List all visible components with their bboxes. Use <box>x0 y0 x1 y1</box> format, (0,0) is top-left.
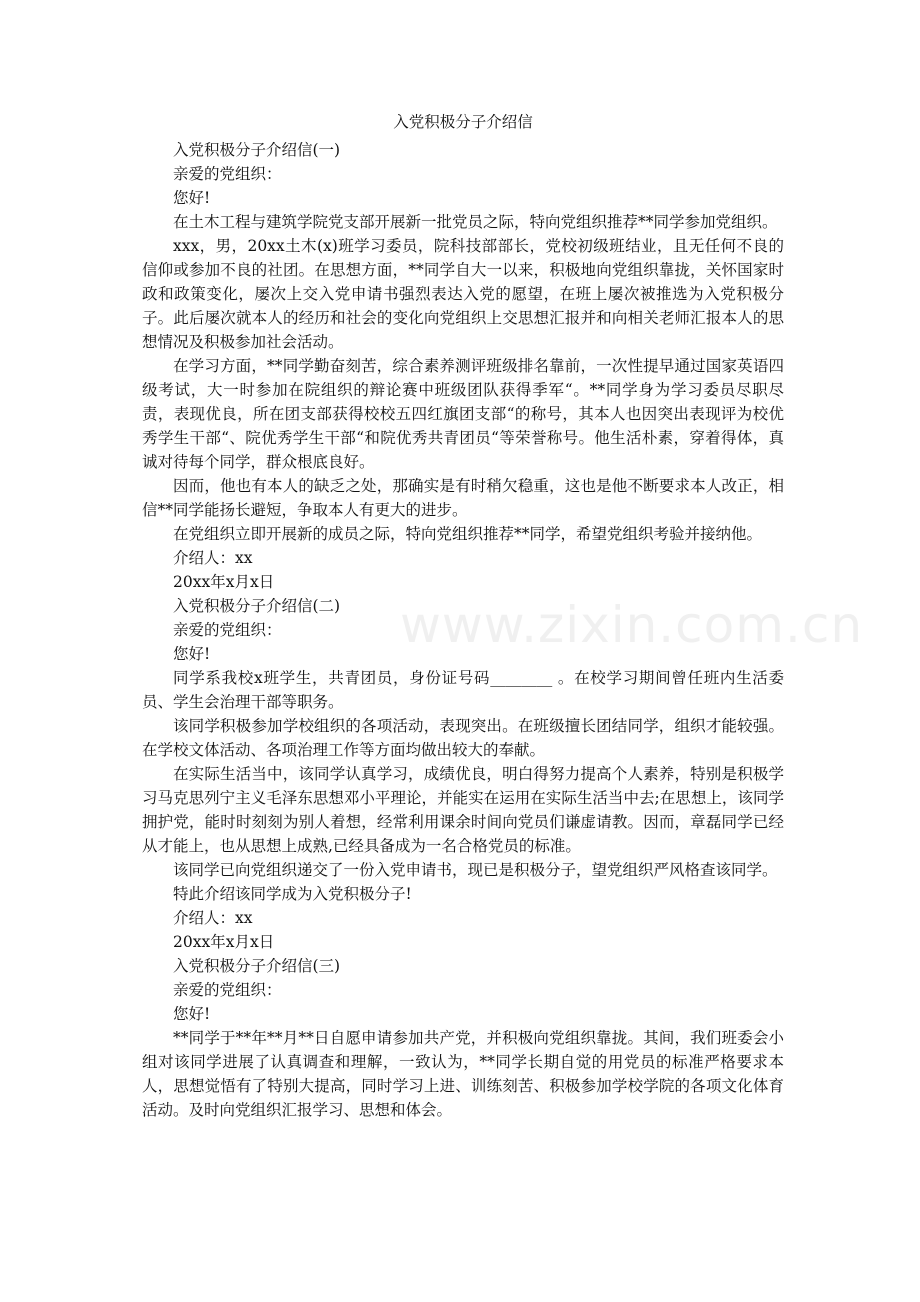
document-body <box>142 138 784 1122</box>
letter-2-greeting: 您好! <box>173 645 211 663</box>
letter-2-paragraph: 特此介绍该同学成为入党积极分子! <box>173 885 412 903</box>
watermark-text: www.zixin.com.cn <box>400 596 864 654</box>
letter-1-heading: 入党积极分子介绍信(一) <box>173 141 341 159</box>
letter-1-paragraph: xxx，男，20xx土木(x)班学习委员，院科技部部长，党校初级班结业，且无任何不良的信仰或参加不良的社团。在思想方面，**同学自大一以来，积极地向党组织靠拢，关怀国家时政和政策变化，屡次上交入党申请书强烈表达入党的愿望，在班上屡次被推选为入党积极分子。此后屡次就本人的经历和社会的变化向党组织上交思想汇报并和向相关老师汇报本人的思想情况及积极参加社会活动。 <box>142 237 784 351</box>
letter-1-paragraph: 在党组织立即开展新的成员之际，特向党组织推荐**同学，希望党组织考验并接纳他。 <box>173 525 763 543</box>
document-title: 入党积极分子介绍信 <box>393 113 533 131</box>
letter-1-paragraph: 在学习方面，**同学勤奋刻苦，综合素养测评班级排名靠前，一次性提早通过国家英语四级考试，大一时参加在院组织的辩论赛中班级团队获得季军“。**同学身为学习委员尽职尽责，表现优良，所在团支部获得校校五四红旗团支部“的称号，其本人也因突出表现评为校优秀学生干部“、院优秀学生干部“和院优秀共青团员“等荣誉称号。他生活朴素，穿着得体，真诚对待每个同学，群众根底良好。 <box>142 357 784 471</box>
letter-2-paragraph: 在实际生活当中，该同学认真学习，成绩优良，明白得努力提高个人素养，特别是积极学习马克思列宁主义毛泽东思想邓小平理论，并能实在运用在实际生活当中去;在思想上，该同学拥护党，能时时刻刻为别人着想，经常利用课余时间向党员们谦虚请教。因而，章磊同学已经从才能上，也从思想上成熟,已经具备成为一名合格党员的标准。 <box>142 765 784 855</box>
letter-2-paragraph: 该同学积极参加学校组织的各项活动，表现突出。在班级擅长团结同学，组织才能较强。在学校文体活动、各项治理工作等方面均做出较大的奉献。 <box>142 717 784 759</box>
letter-1-introducer: 介绍人：xx <box>173 549 253 567</box>
letter-2-salutation: 亲爱的党组织： <box>173 621 282 639</box>
letter-1-salutation: 亲爱的党组织： <box>173 165 282 183</box>
letter-2-paragraph: 该同学已向党组织递交了一份入党申请书，现已是积极分子，望党组织严风格查该同学。 <box>173 861 778 879</box>
letter-2-date: 20xx年x月x日 <box>173 933 275 951</box>
letter-2-heading: 入党积极分子介绍信(二) <box>173 597 341 615</box>
letter-3-greeting: 您好! <box>173 1005 211 1023</box>
letter-3-salutation: 亲爱的党组织： <box>173 981 282 999</box>
letter-3-heading: 入党积极分子介绍信(三) <box>173 957 341 975</box>
letter-2-introducer: 介绍人：xx <box>173 909 253 927</box>
letter-3-paragraph: **同学于**年**月**日自愿申请参加共产党，并积极向党组织靠拢。其间，我们班委会小组对该同学进展了认真调查和理解，一致认为，**同学长期自觉的用党员的标准严格要求本人，思想觉悟有了特别大提高，同时学习上进、训练刻苦、积极参加学校学院的各项文化体育活动。及时向党组织汇报学习、思想和体会。 <box>142 1029 784 1119</box>
letter-1-greeting: 您好! <box>173 189 211 207</box>
document-page <box>142 110 784 1122</box>
letter-1-date: 20xx年x月x日 <box>173 573 275 591</box>
letter-1-paragraph: 在土木工程与建筑学院党支部开展新一批党员之际，特向党组织推荐**同学参加党组织。 <box>173 213 778 231</box>
letter-1-paragraph: 因而，他也有本人的缺乏之处，那确实是有时稍欠稳重，这也是他不断要求本人改正，相信**同学能扬长避短，争取本人有更大的进步。 <box>142 477 784 519</box>
letter-2-paragraph: 同学系我校x班学生，共青团员，身份证号码________ 。在校学习期间曾任班内生活委员、学生会治理干部等职务。 <box>142 669 784 711</box>
